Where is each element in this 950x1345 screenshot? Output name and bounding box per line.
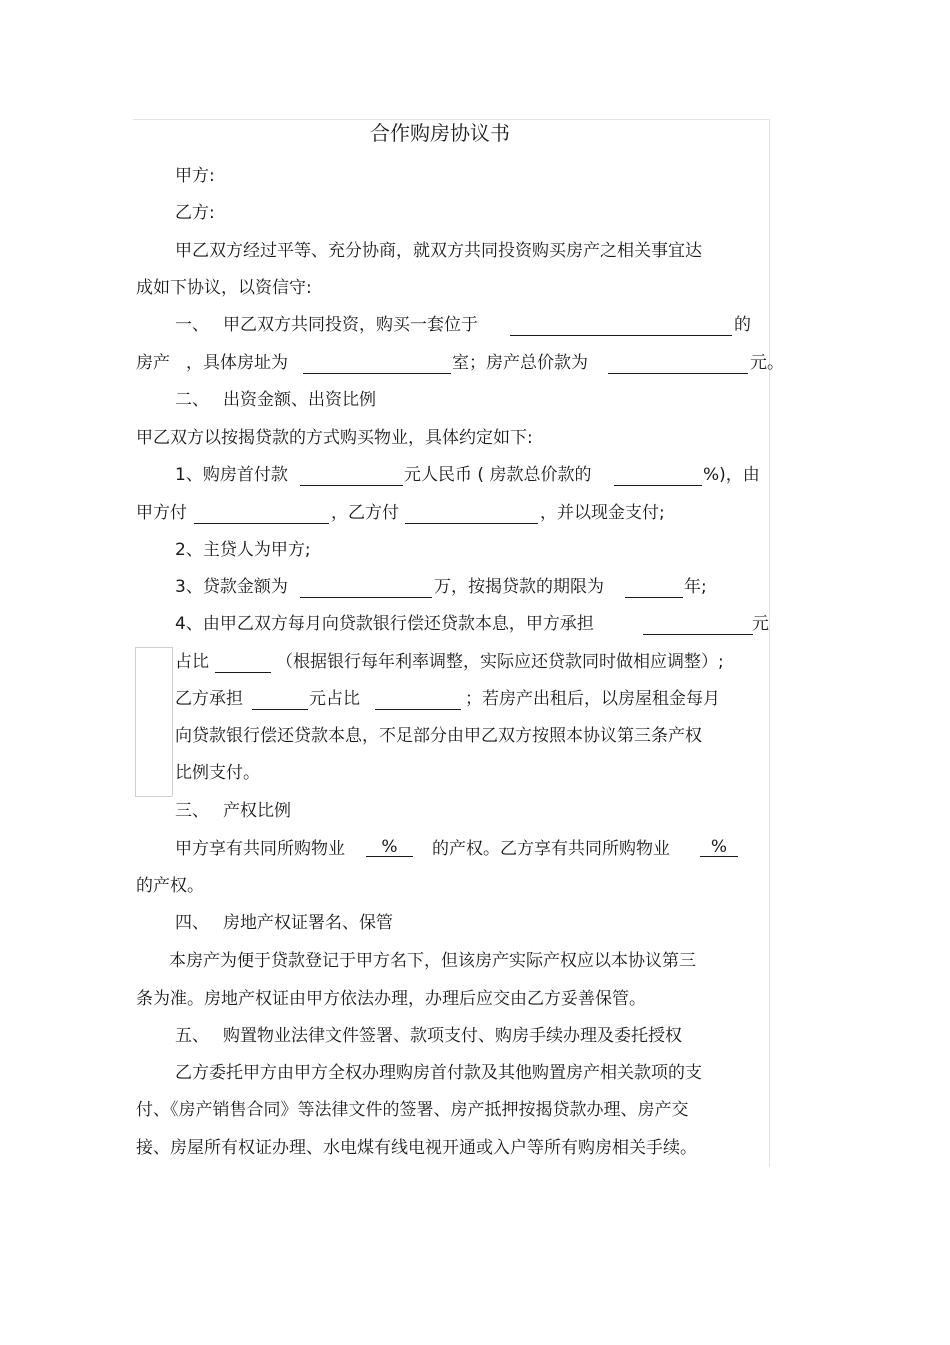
section-3-number: 三、 — [175, 801, 209, 821]
party-b-label: 乙方: — [175, 203, 215, 223]
section-5-number: 五、 — [175, 1026, 209, 1046]
item-4-text-d: （根据银行每年利率调整，实际应还贷款同时做相应调整）; — [276, 652, 724, 672]
item-4-text-a: 4、由甲乙双方每月向贷款银行偿还贷款本息，甲方承担 — [175, 614, 594, 634]
section-5-text-c: 接、房屋所有权证办理、水电煤有线电视开通或入户等所有购房相关手续。 — [136, 1138, 697, 1158]
section-5-text-a: 乙方委托甲方由甲方全权办理购房首付款及其他购置房产相关款项的支 — [175, 1063, 702, 1083]
section-5-text-b: 付、《房产销售合同》等法律文件的签署、房产抵押按揭贷款办理、房产交 — [136, 1100, 689, 1120]
item-4-text-f: 元占比 — [309, 689, 360, 709]
section-2-title: 出资金额、出资比例 — [223, 390, 376, 410]
section-5-title: 购置物业法律文件签署、款项支付、购房手续办理及委托授权 — [223, 1026, 682, 1046]
party-b-pay-blank — [405, 505, 538, 524]
item-4-text-i: 比例支付。 — [175, 763, 260, 783]
down-payment-pct-blank — [614, 467, 702, 486]
indent-box-right — [172, 647, 173, 796]
section-1-text-b: 的 — [734, 315, 751, 335]
section-1-text-c: 房产 — [136, 353, 170, 373]
section-2-number: 二、 — [175, 390, 209, 410]
item-1-text-e: ，乙方付 — [331, 503, 399, 523]
section-1-text-e: 室；房产总价款为 — [452, 353, 588, 373]
section-4-number: 四、 — [175, 913, 209, 933]
down-payment-blank — [300, 467, 403, 486]
item-3-text-c: 年; — [684, 577, 707, 597]
section-1-text-d: ，具体房址为 — [186, 353, 288, 373]
item-4-text-c: 占比 — [175, 652, 209, 672]
item-1-text-d: 甲方付 — [136, 503, 187, 523]
item-1-text-b: 元人民币 ( 房款总价款的 — [404, 465, 592, 485]
item-2-text: 2、主贷人为甲方; — [175, 540, 311, 560]
party-a-ratio-blank — [215, 654, 271, 673]
item-1-text-f: ，并以现金支付; — [540, 503, 665, 523]
item-1-text-a: 1、购房首付款 — [175, 465, 288, 485]
section-3-text-a: 甲方享有共同所购物业 — [175, 839, 345, 859]
party-a-pay-blank — [194, 505, 329, 524]
party-b-ratio-blank — [375, 691, 461, 710]
intro-line-2: 成如下协议，以资信守: — [136, 278, 312, 298]
party-b-share-pct: % — [700, 838, 738, 857]
party-a-label: 甲方: — [175, 166, 215, 186]
section-2-intro: 甲乙双方以按揭贷款的方式购买物业，具体约定如下: — [136, 428, 533, 448]
document-title: 合作购房协议书 — [370, 121, 510, 145]
party-a-share-pct: % — [366, 838, 413, 857]
location-blank — [510, 317, 732, 336]
item-4-text-b: 元 — [752, 614, 769, 634]
item-3-text-b: 万，按揭贷款的期限为 — [434, 577, 604, 597]
address-blank — [303, 355, 451, 374]
section-1-text-a: 甲乙双方共同投资，购买一套位于 — [223, 315, 478, 335]
section-1-number: 一、 — [175, 315, 209, 335]
item-4-text-h: 向贷款银行偿还贷款本息，不足部分由甲乙双方按照本协议第三条产权 — [175, 726, 702, 746]
intro-line-1: 甲乙双方经过平等、充分协商，就双方共同投资购买房产之相关事宜达 — [175, 241, 702, 261]
section-4-text-b: 条为准。房地产权证由甲方依法办理，办理后应交由乙方妥善保管。 — [136, 989, 646, 1009]
total-price-blank — [608, 355, 748, 374]
item-4-text-e: 乙方承担 — [175, 689, 243, 709]
section-4-text-a: 本房产为便于贷款登记于甲方名下，但该房产实际产权应以本协议第三 — [169, 951, 696, 971]
loan-amount-blank — [300, 579, 432, 598]
party-a-monthly-blank — [643, 616, 753, 635]
section-4-title: 房地产权证署名、保管 — [223, 913, 393, 933]
party-b-monthly-blank — [252, 691, 308, 710]
page-border-right — [769, 119, 770, 1167]
page-border-top — [133, 119, 770, 120]
section-3-title: 产权比例 — [223, 801, 291, 821]
indent-box-bottom — [135, 796, 172, 797]
item-4-text-g: ；若房产出租后，以房屋租金每月 — [465, 689, 720, 709]
loan-term-blank — [625, 579, 683, 598]
indent-box-top — [135, 647, 172, 648]
indent-box-left — [135, 647, 136, 796]
section-3-text-c: 的产权。 — [136, 876, 204, 896]
item-1-text-c: %)，由 — [703, 465, 760, 485]
section-3-text-b: 的产权。乙方享有共同所购物业 — [432, 839, 670, 859]
item-3-text-a: 3、贷款金额为 — [175, 577, 288, 597]
section-1-text-f: 元。 — [750, 353, 784, 373]
